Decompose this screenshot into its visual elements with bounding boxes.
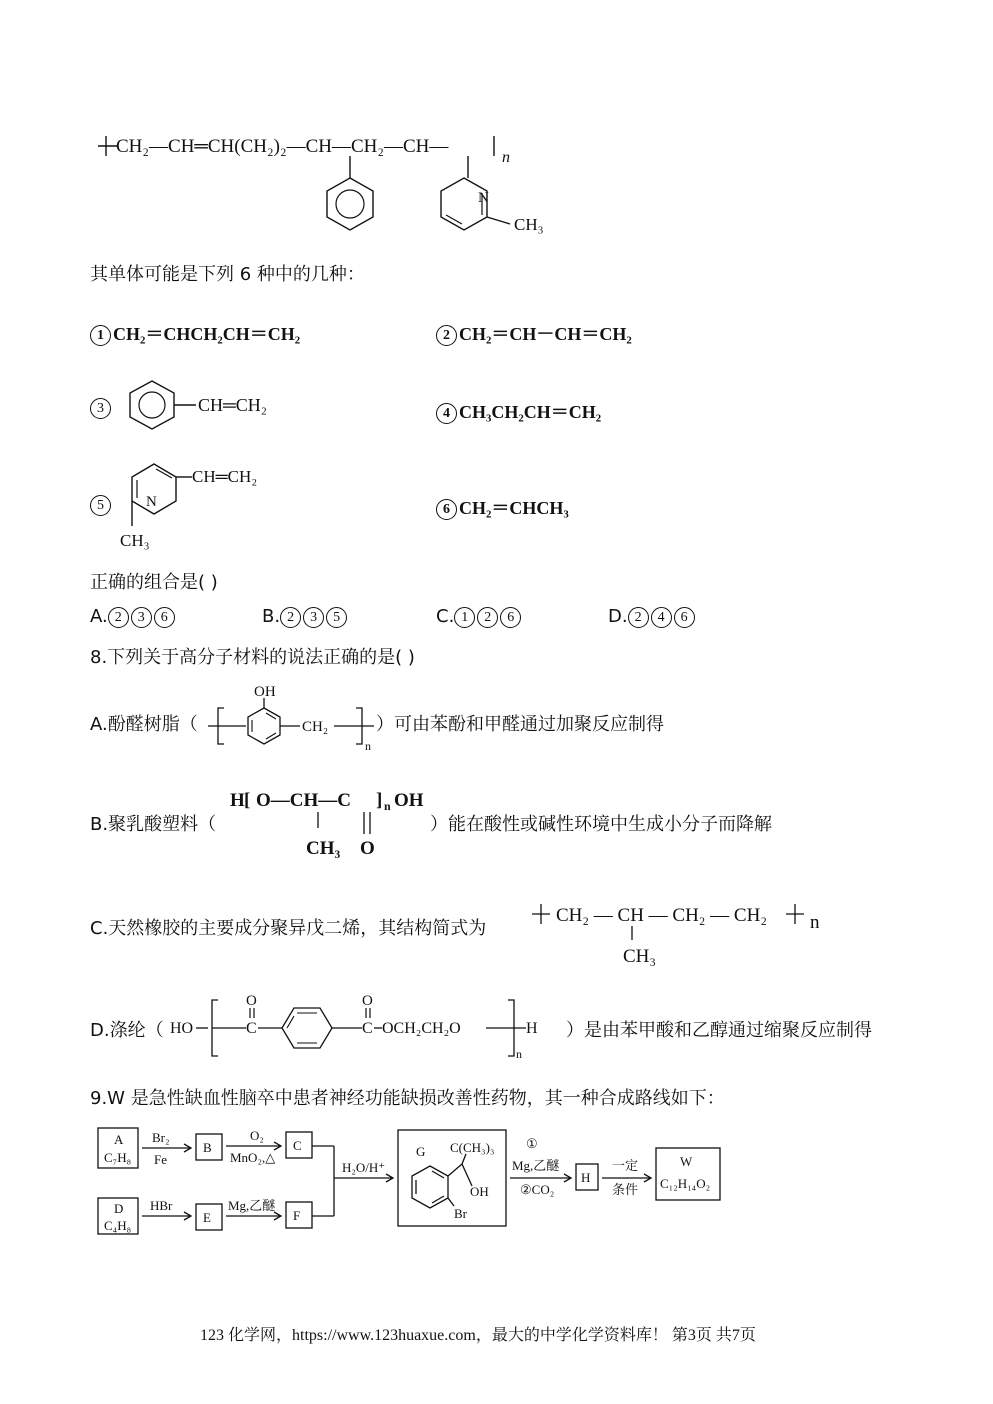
option-number: 6 (436, 499, 457, 520)
g-oh: OH (470, 1184, 489, 1199)
arrow-ab-bottom: Fe (154, 1152, 167, 1167)
box-w-formula: C₁₂H₁₄O₂ (660, 1176, 711, 1191)
box-b: B (203, 1140, 212, 1155)
choice-a[interactable] (90, 606, 177, 628)
pet-o1: O (246, 993, 257, 1009)
polyisoprene-structure (530, 894, 830, 970)
box-a: A (114, 1132, 124, 1147)
option-5 (90, 494, 113, 516)
pet-c1: C (246, 1020, 257, 1037)
choice-label: B. (262, 606, 281, 627)
choice-num: 1 (454, 607, 475, 628)
svg-text:[: [ (244, 790, 251, 811)
vinyl-group: CH═CH₂ (192, 467, 258, 486)
choice-num: 2 (280, 607, 301, 628)
choice-num: 6 (500, 607, 521, 628)
choice-num: 5 (326, 607, 347, 628)
polymer-structure (90, 120, 544, 245)
choice-d[interactable] (608, 606, 697, 628)
arrow-gh-bottom: ②CO₂ (520, 1182, 555, 1197)
arrow-gh-top: Mg,乙醚 (512, 1158, 560, 1173)
pet-structure (166, 988, 566, 1064)
box-w: W (680, 1154, 693, 1169)
option-formula: CH₂＝CH－CH＝CH₂ (459, 324, 632, 344)
box-g: G (416, 1144, 426, 1159)
g-tbu: C(CH₃)₃ (450, 1140, 495, 1155)
isoprene-chain: CH₂ — CH — CH₂ — CH₂ (556, 905, 767, 926)
q8-b-prefix: B.聚乳酸塑料（ (90, 814, 217, 835)
choice-num: 2 (628, 607, 649, 628)
styrene-structure (114, 378, 314, 434)
option-3 (90, 376, 113, 419)
arrow-hw-top: 一定 (612, 1158, 639, 1173)
q9-stem: 9.W 是急性缺血性脑卒中患者神经功能缺损改善性药物，其一种合成路线如下： (90, 1088, 725, 1109)
arrow-ab-top: Br₂ (152, 1130, 170, 1145)
polymer-n: n (502, 149, 510, 166)
arrow-to-g: H₂O/H⁺ (342, 1160, 386, 1175)
choice-num: 6 (674, 607, 695, 628)
option-number: 2 (436, 325, 457, 346)
box-f: F (293, 1208, 301, 1223)
pet-ho: HO (170, 1020, 194, 1037)
choice-num: 3 (131, 607, 152, 628)
methylene: CH₂ (302, 719, 329, 735)
box-h: H (581, 1170, 591, 1185)
choice-label: A. (90, 606, 108, 627)
option-formula: CH₂＝CHCH₃ (459, 498, 569, 518)
phenol-oh: OH (254, 684, 276, 700)
svg-text:]: ] (376, 790, 383, 811)
pla-oh: OH (394, 790, 424, 811)
isoprene-ch3: CH₃ (623, 946, 657, 967)
monomer-intro: 其单体可能是下列 6 种中的几种： (90, 264, 365, 285)
resin-n: n (365, 739, 371, 753)
q8-a-suffix: ）可由苯酚和甲醛通过加聚反应制得 (376, 714, 664, 735)
option-formula: CH₃CH₂CH＝CH₂ (459, 402, 602, 422)
isoprene-n: n (810, 912, 820, 933)
choice-label: C. (436, 606, 455, 627)
option-number: 3 (90, 398, 111, 419)
q8-stem: 8.下列关于高分子材料的说法正确的是( ) (90, 647, 415, 668)
ring-n: N (146, 494, 157, 510)
pla-chain: O—CH—C (256, 790, 351, 811)
box-a-formula: C₇H₈ (104, 1150, 132, 1165)
choice-c[interactable] (436, 606, 523, 628)
styrene-vinyl: CH═CH₂ (198, 395, 268, 415)
option-number: 5 (90, 495, 111, 516)
choice-num: 2 (477, 607, 498, 628)
synthesis-route (94, 1124, 734, 1236)
pet-c2: C (362, 1020, 373, 1037)
q7-prompt: 正确的组合是( ) (90, 572, 218, 593)
choice-num: 3 (303, 607, 324, 628)
choice-label: D. (608, 606, 628, 627)
pla-n: n (384, 799, 391, 813)
pet-ester: OCH₂CH₂O (382, 1020, 461, 1037)
pyridine-n: N (478, 190, 489, 206)
phenolic-resin-structure (208, 680, 383, 752)
box-d: D (114, 1201, 124, 1216)
g-br: Br (454, 1206, 467, 1221)
box-c: C (293, 1138, 302, 1153)
polymer-methyl: CH₃ (514, 215, 544, 234)
pla-ch3: CH₃ (306, 838, 341, 859)
option-4 (436, 398, 601, 424)
option-6 (436, 494, 569, 520)
arrow-gh-step1: ① (526, 1136, 538, 1151)
option-2 (436, 320, 632, 346)
choice-num: 6 (154, 607, 175, 628)
choice-b[interactable] (262, 606, 349, 628)
q8-d-suffix: ）是由苯甲酸和乙醇通过缩聚反应制得 (566, 1020, 872, 1041)
polymer-chain: CH₂—CH═CH(CH₂)₂—CH—CH₂—CH— (116, 136, 449, 157)
option-formula: CH₂＝CHCH₂CH＝CH₂ (113, 324, 301, 344)
polylactic-acid-structure (226, 782, 436, 862)
option-number: 1 (90, 325, 111, 346)
page-footer: 123 化学网，https://www.123huaxue.com，最大的中学化学资料库！ 第3页 共7页 (200, 1327, 756, 1344)
q8-d-prefix: D.涤纶（ (90, 1020, 164, 1041)
pla-o: O (360, 838, 375, 859)
pla-h: H (230, 790, 245, 811)
arrow-de-top: HBr (150, 1198, 173, 1213)
pet-n: n (516, 1047, 522, 1061)
methyl-group: CH₃ (120, 531, 150, 550)
choice-num: 2 (108, 607, 129, 628)
q8-c-prefix: C.天然橡胶的主要成分聚异戊二烯，其结构简式为 (90, 918, 487, 939)
arrow-bc-bottom: MnO₂,△ (230, 1150, 276, 1165)
pet-h: H (526, 1020, 538, 1037)
q8-b-suffix: ）能在酸性或碱性环境中生成小分子而降解 (430, 814, 772, 835)
box-e: E (203, 1210, 211, 1225)
arrow-ef-top: Mg,乙醚 (228, 1198, 276, 1213)
choice-num: 4 (651, 607, 672, 628)
box-d-formula: C₄H₈ (104, 1218, 132, 1233)
pet-o2: O (362, 993, 373, 1009)
vinylpyridine-structure (112, 458, 312, 554)
arrow-bc-top: O₂ (250, 1128, 264, 1143)
arrow-hw-bottom: 条件 (612, 1182, 639, 1197)
option-1 (90, 320, 300, 346)
option-number: 4 (436, 403, 457, 424)
q8-a-prefix: A.酚醛树脂（ (90, 714, 198, 735)
